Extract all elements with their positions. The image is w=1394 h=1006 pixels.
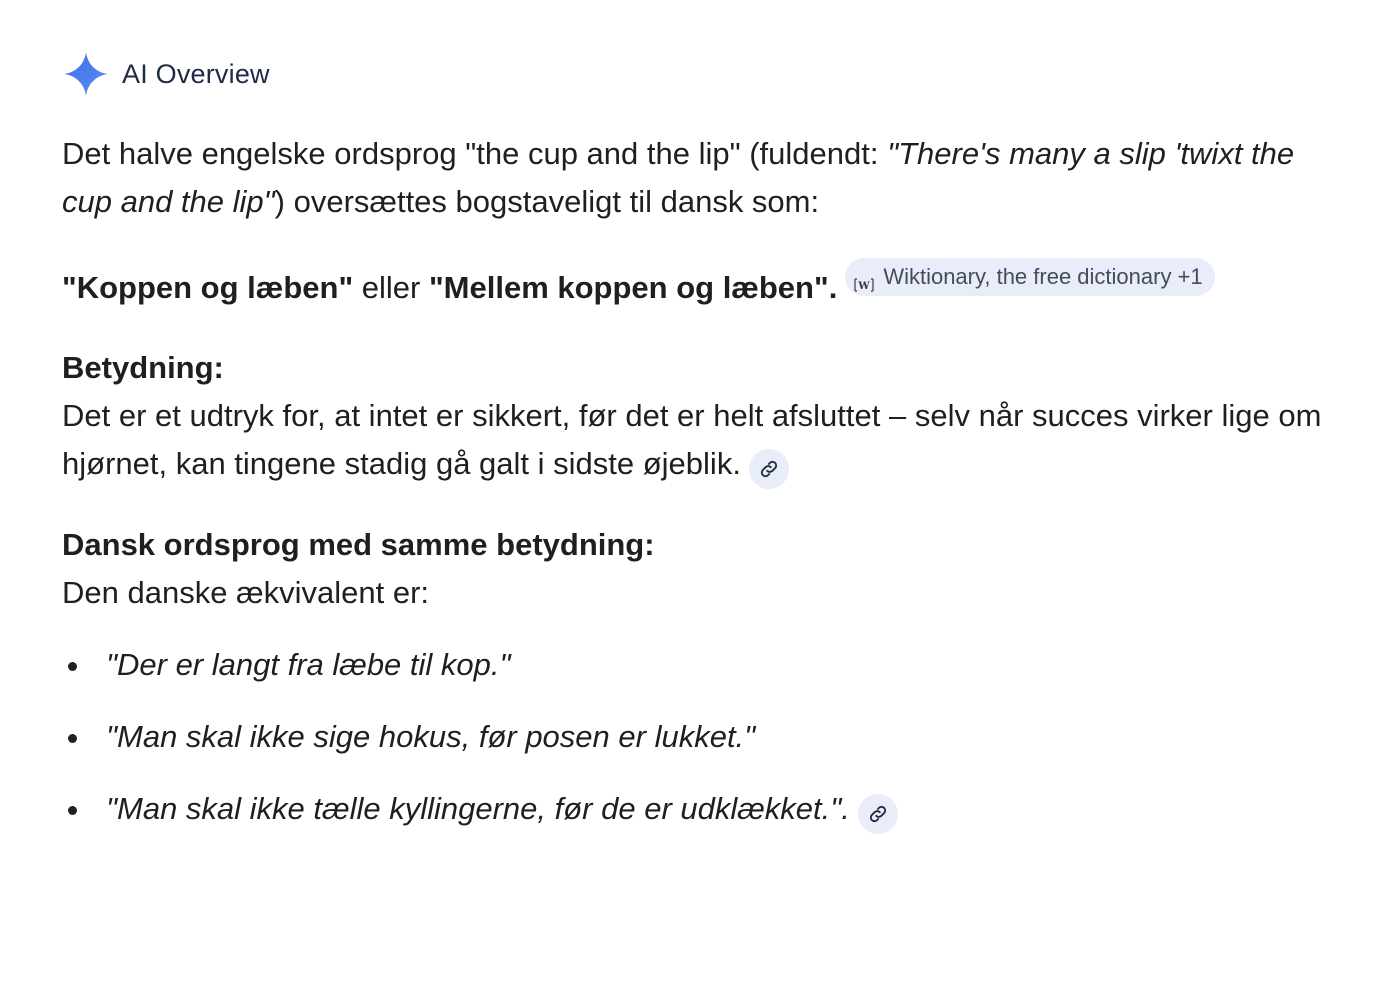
meaning-source-link[interactable] xyxy=(749,449,789,489)
ai-overview-title: AI Overview xyxy=(122,58,270,89)
bullet-dot xyxy=(68,806,77,815)
svg-text:W: W xyxy=(858,281,870,292)
source-chip-wiktionary[interactable] xyxy=(845,258,1214,296)
link-icon xyxy=(867,803,889,825)
translation-connector: eller xyxy=(353,270,429,305)
ai-overview-header xyxy=(62,50,1334,98)
source-chip-label: Wiktionary, the free dictionary +1 xyxy=(883,264,1203,289)
wikipedia-w-icon xyxy=(853,268,875,292)
meaning-paragraph xyxy=(62,392,1334,489)
proverb-text: "Man skal ikke tælle kyllingerne, før de er udklækket.". xyxy=(106,791,850,826)
gemini-sparkle-icon xyxy=(62,50,110,98)
proverb-text: "Der er langt fra læbe til kop." xyxy=(106,647,511,682)
intro-text-after: ) oversættes bogstaveligt til dansk som: xyxy=(274,184,820,219)
intro-paragraph xyxy=(62,130,1334,226)
bullet-dot xyxy=(68,662,77,671)
translation-paragraph xyxy=(62,258,1334,312)
list-item xyxy=(62,641,1334,689)
intro-full-proverb: "There's many a slip 'twixt the cup and the lip" xyxy=(62,136,1295,219)
proverb-source-link[interactable] xyxy=(858,794,898,834)
proverb-text: "Man skal ikke sige hokus, før posen er lukket." xyxy=(106,719,756,754)
list-item xyxy=(62,785,1334,834)
meaning-heading: Betydning: xyxy=(62,350,224,385)
danish-heading: Dansk ordsprog med samme betydning: xyxy=(62,527,655,562)
danish-intro: Den danske ækvivalent er: xyxy=(62,575,430,610)
list-item xyxy=(62,713,1334,761)
translation-term-2: "Mellem koppen og læben" xyxy=(428,270,829,305)
link-icon xyxy=(758,458,780,480)
intro-text-before: Det halve engelske ordsprog "the cup and the lip" (fuldendt: xyxy=(62,136,888,171)
meaning-text: Det er et udtryk for, at intet er sikkert, før det er helt afsluttet – selv når succes virker lige om hjørnet, kan tingene stadig gå galt i sidste øjeblik. xyxy=(62,398,1322,481)
translation-term-1: "Koppen og læben" xyxy=(62,270,354,305)
danish-proverbs-list xyxy=(62,641,1334,834)
bullet-dot xyxy=(68,734,77,743)
translation-period: . xyxy=(828,270,838,305)
